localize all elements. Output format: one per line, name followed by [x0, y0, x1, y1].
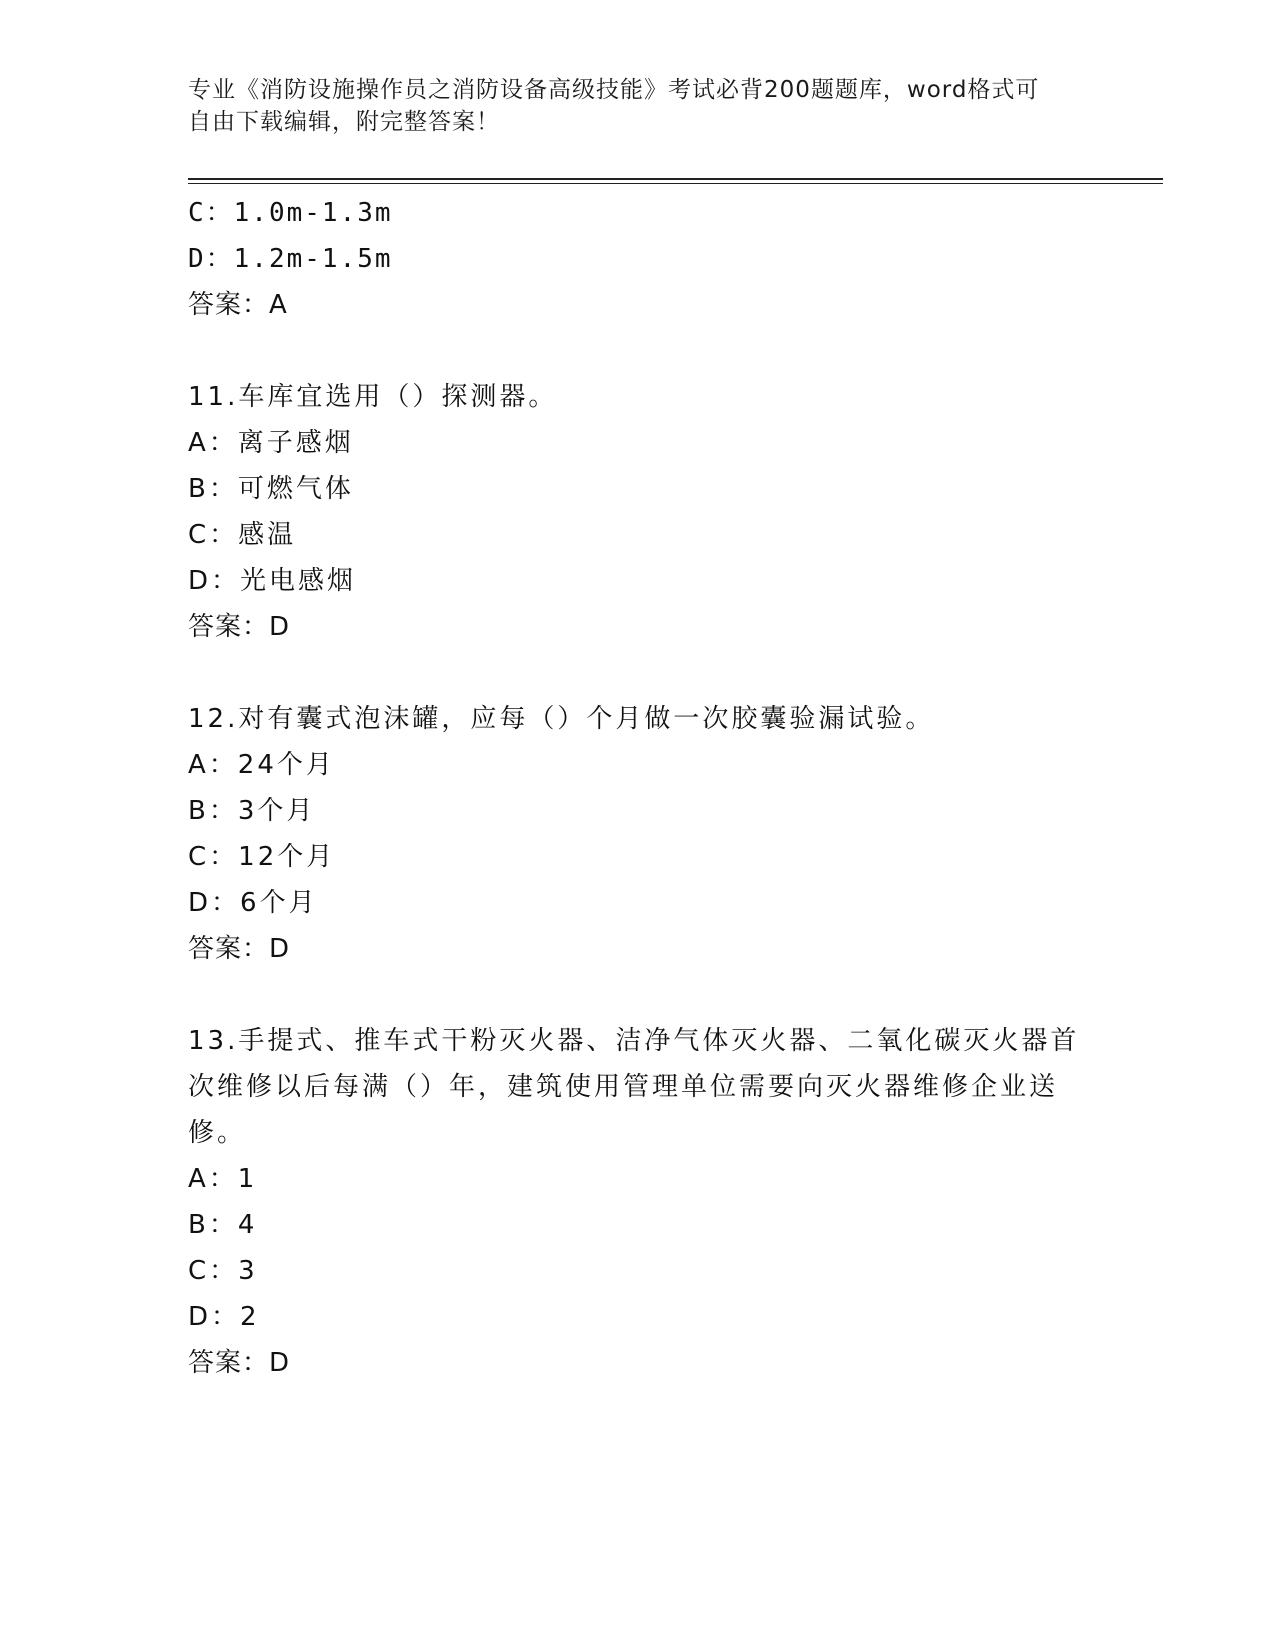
q13-answer: 答案：D [188, 1348, 291, 1378]
q12-option-b: B：3个月 [188, 796, 316, 826]
q11-option-b: B：可燃气体 [188, 474, 354, 504]
q13-stem-line-2: 次维修以后每满（）年，建筑使用管理单位需要向灭火器维修企业送 [188, 1072, 1059, 1102]
header-line-2: 自由下载编辑，附完整答案！ [188, 109, 500, 135]
q13-option-b: B：4 [188, 1210, 258, 1240]
q13-option-d: D：2 [188, 1302, 260, 1332]
q13-option-a: A：1 [188, 1164, 258, 1194]
spacer [188, 650, 1088, 696]
header-divider-thick [188, 178, 1163, 180]
question-list [188, 190, 1088, 1386]
q13-option-c: C：3 [188, 1256, 258, 1286]
header-divider-thin [188, 183, 1163, 184]
q13-stem-line-1: 13.手提式、推车式干粉灭火器、洁净气体灭火器、二氧化碳灭火器首 [188, 1026, 1080, 1056]
q10-option-c: C：1.0m-1.3m [188, 198, 393, 228]
q11-stem: 11.车库宜选用（）探测器。 [188, 382, 558, 412]
q12-answer: 答案：D [188, 934, 291, 964]
spacer [188, 972, 1088, 1018]
document-header [188, 74, 1068, 138]
q11-answer: 答案：D [188, 612, 291, 642]
q12-stem: 12.对有囊式泡沫罐，应每（）个月做一次胶囊验漏试验。 [188, 704, 935, 734]
q13-stem-line-3: 修。 [188, 1118, 247, 1148]
q12-option-c: C：12个月 [188, 842, 336, 872]
q10-option-d: D：1.2m-1.5m [188, 244, 393, 274]
q11-option-d: D：光电感烟 [188, 566, 357, 596]
q12-option-a: A：24个月 [188, 750, 335, 780]
spacer [188, 328, 1088, 374]
header-line-1: 专业《消防设施操作员之消防设备高级技能》考试必背200题题库，word格式可 [188, 77, 1040, 103]
q10-answer: 答案：A [188, 290, 288, 320]
q12-option-d: D：6个月 [188, 888, 318, 918]
q11-option-c: C：感温 [188, 520, 297, 550]
q11-option-a: A：离子感烟 [188, 428, 354, 458]
